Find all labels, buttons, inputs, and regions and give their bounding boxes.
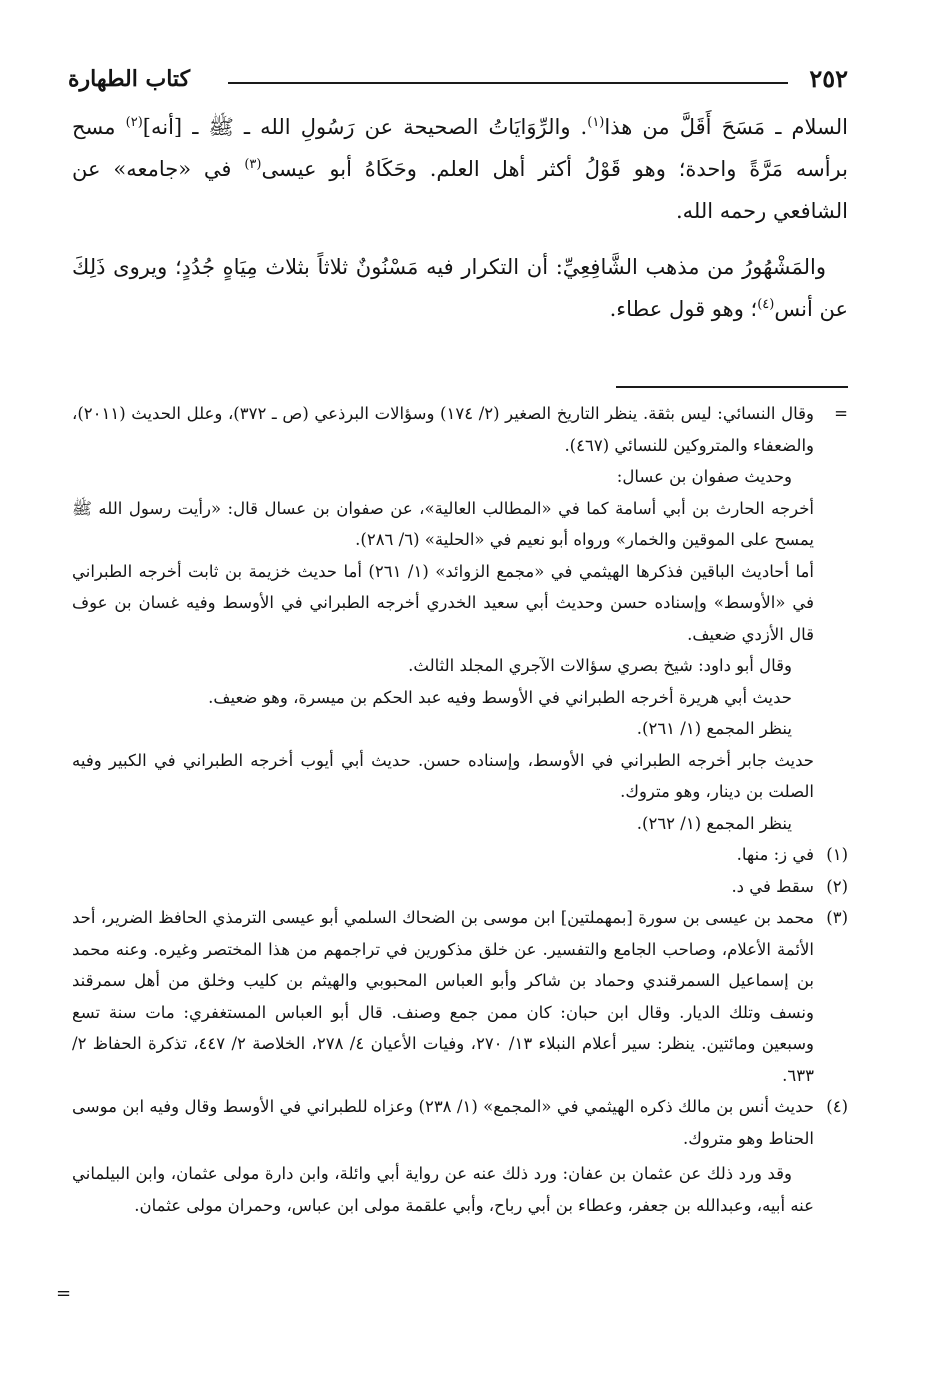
page-number: ٢٥٢ bbox=[809, 64, 848, 93]
header-rule bbox=[228, 82, 788, 84]
main-paragraph-2: والمَشْهُورُ من مذهب الشَّافِعِيِّ: أن التكرار فيه مَسْنُونٌ ثلاثاً بثلاث مِيَاهٍ جُدُدٍ؛ ويروى ذَلِكَ عن أنس$^{(٤)}$؛ وهو قول عطاء. bbox=[72, 255, 848, 321]
footnotes bbox=[72, 398, 848, 1221]
footnote-number: (٣) bbox=[826, 908, 848, 927]
footnote-continuation-line: حديث أبي هريرة أخرجه الطبراني في الأوسط وفيه عبد الحكم بن ميسرة، وهو ضعيف. bbox=[208, 687, 792, 707]
main-paragraph-1: السلام ـ مَسَحَ أَقَلَّ من هذا$^{(١)}$. والرِّوَايَاتُ الصحيحة عن رَسُولِ الله ـ ﷺ ـ [أنه]$^{(٢)}$ مسح برأسه مَرَّةً واحدة؛ وهو قَوْلُ أكثر أهل العلم. وحَكَاهُ أبو عيسى$^{(٣)}$ في «جامعه» عن الشافعي رحمه الله. bbox=[72, 115, 848, 223]
footnote-continuation-line: أما أحاديث الباقين فذكرها الهيثمي في «مجمع الزوائد» (١/ ٢٦١) أما حديث خزيمة بن ثابت أخرجه الطبراني في «الأوسط» وإسناده حسن وحديث أبي سعيد الخدري أخرجه الطبراني في الأوسط وفيه غسان بن عوف قال الأزدي ضعيف. bbox=[72, 561, 814, 644]
footnote-3: (٣) محمد بن عيسى بن سورة [بمهملتين] ابن موسى بن الضحاك السلمي أبو عيسى الترمذي الحافظ الضرير، أحد الأئمة الأعلام، وصاحب الجامع والتفسير. عن خلق مذكورين في تراجمهم من هذا المختصر وغيره. وعنه محمد بن إسماعيل السمرقندي وحماد بن شاكر وأبو العباس المحبوبي والهيثم بن كليب وخلق من أهل سمرقند ونسف وتلك الديار. وقال ابن حبان: كان ممن جمع وصنف. قال أبو العباس المستغفري: مات سنة تسع وسبعين ومائتين. ينظر: سير أعلام النبلاء ١٣/ ٢٧٠، وفيات الأعيان ٤/ ٢٧٨، الخلاصة ٢/ ٤٤٧، تذكرة الحفاظ ٢/ ٦٣٣. bbox=[72, 902, 848, 1091]
footnote-2: (٢) سقط في د. bbox=[72, 871, 848, 903]
footnote-continuation-line: ينظر المجمع (١/ ٢٦١). bbox=[636, 719, 792, 738]
continuation-mark: = bbox=[834, 404, 848, 423]
footnote-continuation-line: وحديث صفوان بن عسال: bbox=[616, 467, 792, 486]
next-page-continuation-mark: = bbox=[56, 1283, 72, 1304]
footnote-ref-3[interactable]: (٣) bbox=[244, 157, 262, 172]
footnote-ref-4[interactable]: (٤) bbox=[757, 297, 775, 312]
footnote-1: (١) في ز: منها. bbox=[72, 839, 848, 871]
footnote-number: (١) bbox=[826, 845, 848, 864]
footnote-continuation-line: أخرجه الحارث بن أبي أسامة كما في «المطالب العالية»، عن صفوان بن عسال قال: «رأيت رسول الله ﷺ يمسح على الموقين والخمار» ورواه أبو نعيم في «الحلية» (٦/ ٢٨٦). bbox=[72, 498, 815, 549]
page-header bbox=[68, 62, 848, 102]
footnote-ref-1[interactable]: (١) bbox=[587, 115, 605, 130]
footnote-separator bbox=[616, 386, 848, 388]
running-title: كتاب الطهارة bbox=[68, 66, 191, 92]
footnote-number: (٤) bbox=[826, 1097, 848, 1116]
footnote-continuation: = وقال النسائي: ليس بثقة. ينظر التاريخ الصغير (٢/ ١٧٤) وسؤالات البرذعي (ص ـ ٣٧٢)، وعلل الحديث (٢٠١١)، والضعفاء والمتروكين للنسائي (٤٦٧). bbox=[72, 398, 848, 461]
footnote-ref-2[interactable]: (٢) bbox=[125, 115, 143, 130]
footnote-number: (٢) bbox=[826, 876, 848, 896]
footnote-continuation-line: ينظر المجمع (١/ ٢٦٢). bbox=[636, 813, 792, 833]
footnote-4-continued: وقد ورد ذلك عن عثمان بن عفان: ورد ذلك عنه عن رواية أبي وائلة، وابن دارة مولى عثمان، وابن البيلماني عنه أبيه، وعبدالله بن جعفر، وعطاء بن أبي رباح، وأبي علقمة مولى ابن عباس، وحمران مولى عثمان. bbox=[72, 1164, 814, 1215]
footnote-continuation-line: حديث جابر أخرجه الطبراني في الأوسط، وإسناده حسن. حديث أبي أيوب أخرجه الطبراني في الكبير وفيه الصلت بن دينار، وهو متروك. bbox=[72, 750, 814, 801]
main-text bbox=[72, 106, 848, 344]
footnote-4: (٤) حديث أنس بن مالك ذكره الهيثمي في «المجمع» (١/ ٢٣٨) وعزاه للطبراني في الأوسط وقال وفيه ابن موسى الحناط وهو متروك. bbox=[72, 1091, 848, 1154]
footnote-continuation-line: وقال أبو داود: شيخ بصري سؤالات الآجري المجلد الثالث. bbox=[408, 656, 792, 675]
